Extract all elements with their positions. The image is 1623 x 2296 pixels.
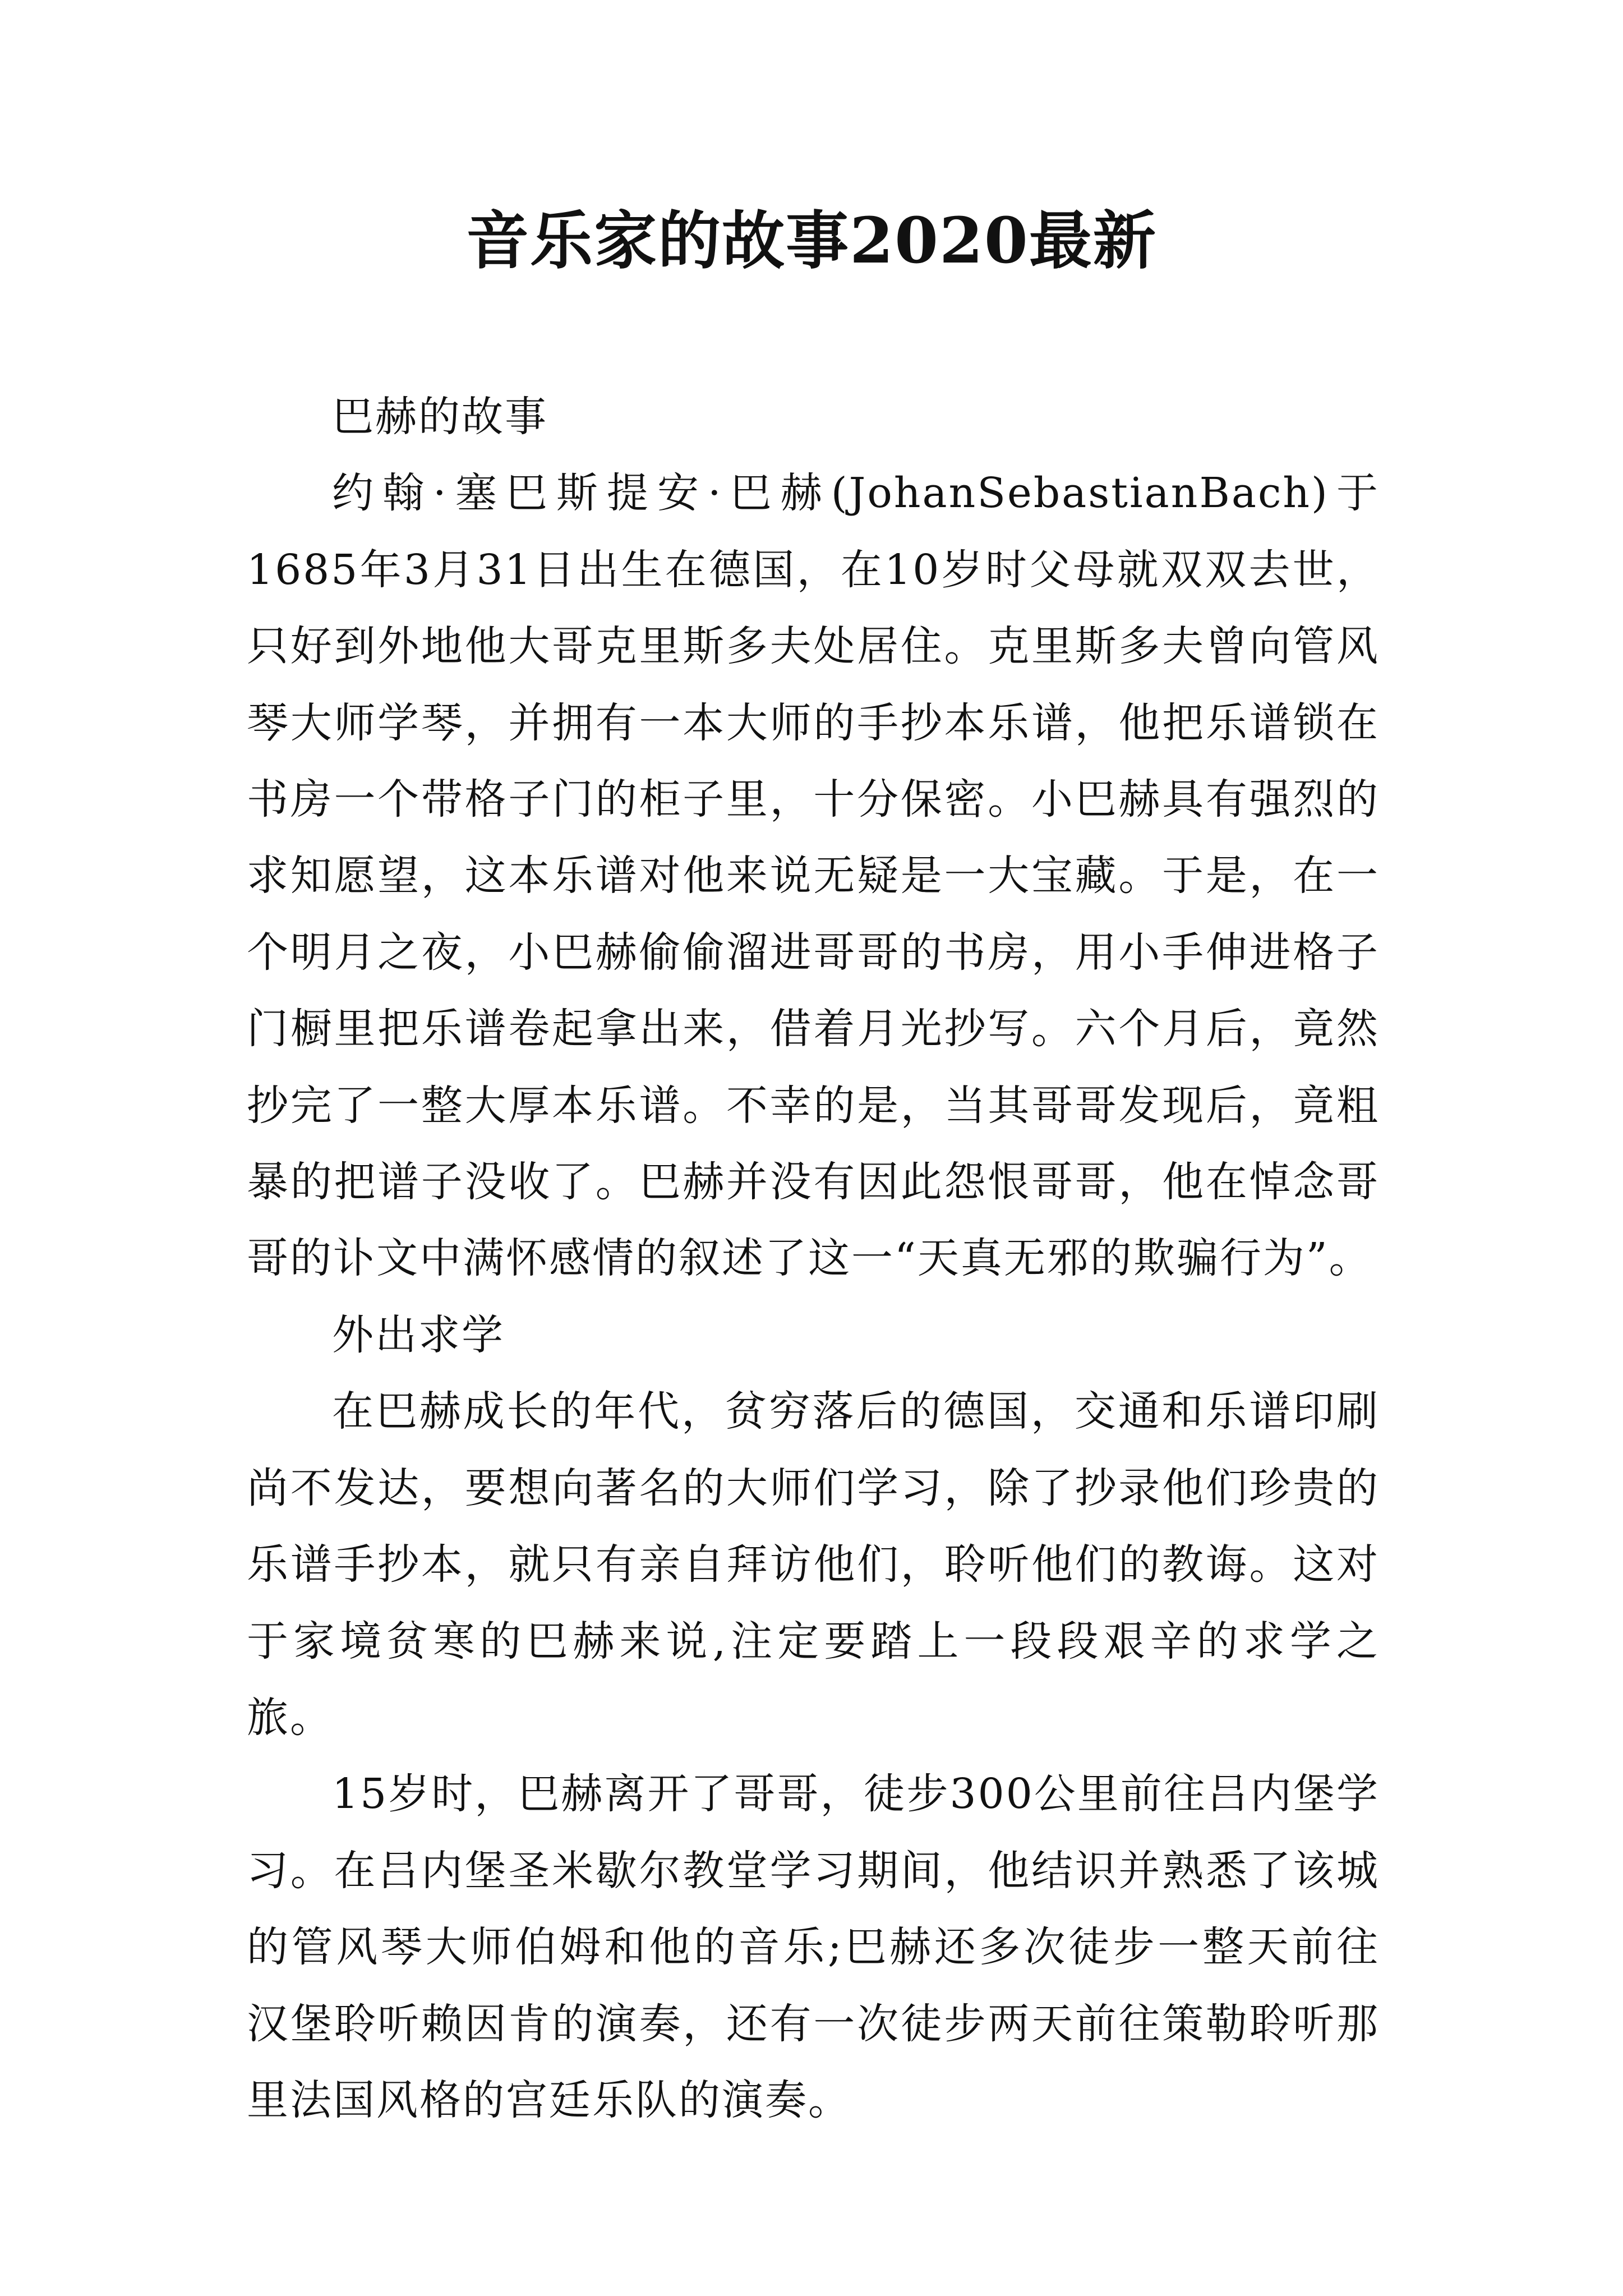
document-body <box>247 379 1380 2138</box>
document-title: 音乐家的故事2020最新 <box>466 204 1157 278</box>
paragraph-luneburg-journey: 15岁时，巴赫离开了哥哥，徒步300公里前往吕内堡学习。在吕内堡圣米歇尔教堂学习期间，他结识并熟悉了该城的管风琴大师伯姆和他的音乐;巴赫还多次徒步一整天前往汉堡聆听赖因肯的演奏，还有一次徒步两天前往策勒聆听那里法国风格的宫廷乐队的演奏。 <box>247 1770 1380 2124</box>
paragraph-bach-childhood: 约翰·塞巴斯提安·巴赫(JohanSebastianBach)于1685年3月31日出生在德国，在10岁时父母就双双去世，只好到外地他大哥克里斯多夫处居住。克里斯多夫曾向管风琴大师学琴，并拥有一本大师的手抄本乐谱，他把乐谱锁在书房一个带格子门的柜子里，十分保密。小巴赫具有强烈的求知愿望，这本乐谱对他来说无疑是一大宝藏。于是，在一个明月之夜，小巴赫偷偷溜进哥哥的书房，用小手伸进格子门橱里把乐谱卷起拿出来，借着月光抄写。六个月后，竟然抄完了一整大厚本乐谱。不幸的是，当其哥哥发现后，竟粗暴的把谱子没收了。巴赫并没有因此怨恨哥哥，他在悼念哥哥的讣文中满怀感情的叙述了这一“天真无邪的欺骗行为”。 <box>247 469 1380 1283</box>
section-heading-bach-story: 巴赫的故事 <box>332 393 548 441</box>
paragraph-study-era: 在巴赫成长的年代，贫穷落后的德国，交通和乐谱印刷尚不发达，要想向著名的大师们学习，除了抄录他们珍贵的乐谱手抄本，就只有亲自拜访他们，聆听他们的教诲。这对于家境贫寒的巴赫来说,注定要踏上一段段艰辛的求学之旅。 <box>247 1387 1380 1742</box>
section-heading-study-abroad: 外出求学 <box>332 1310 505 1359</box>
